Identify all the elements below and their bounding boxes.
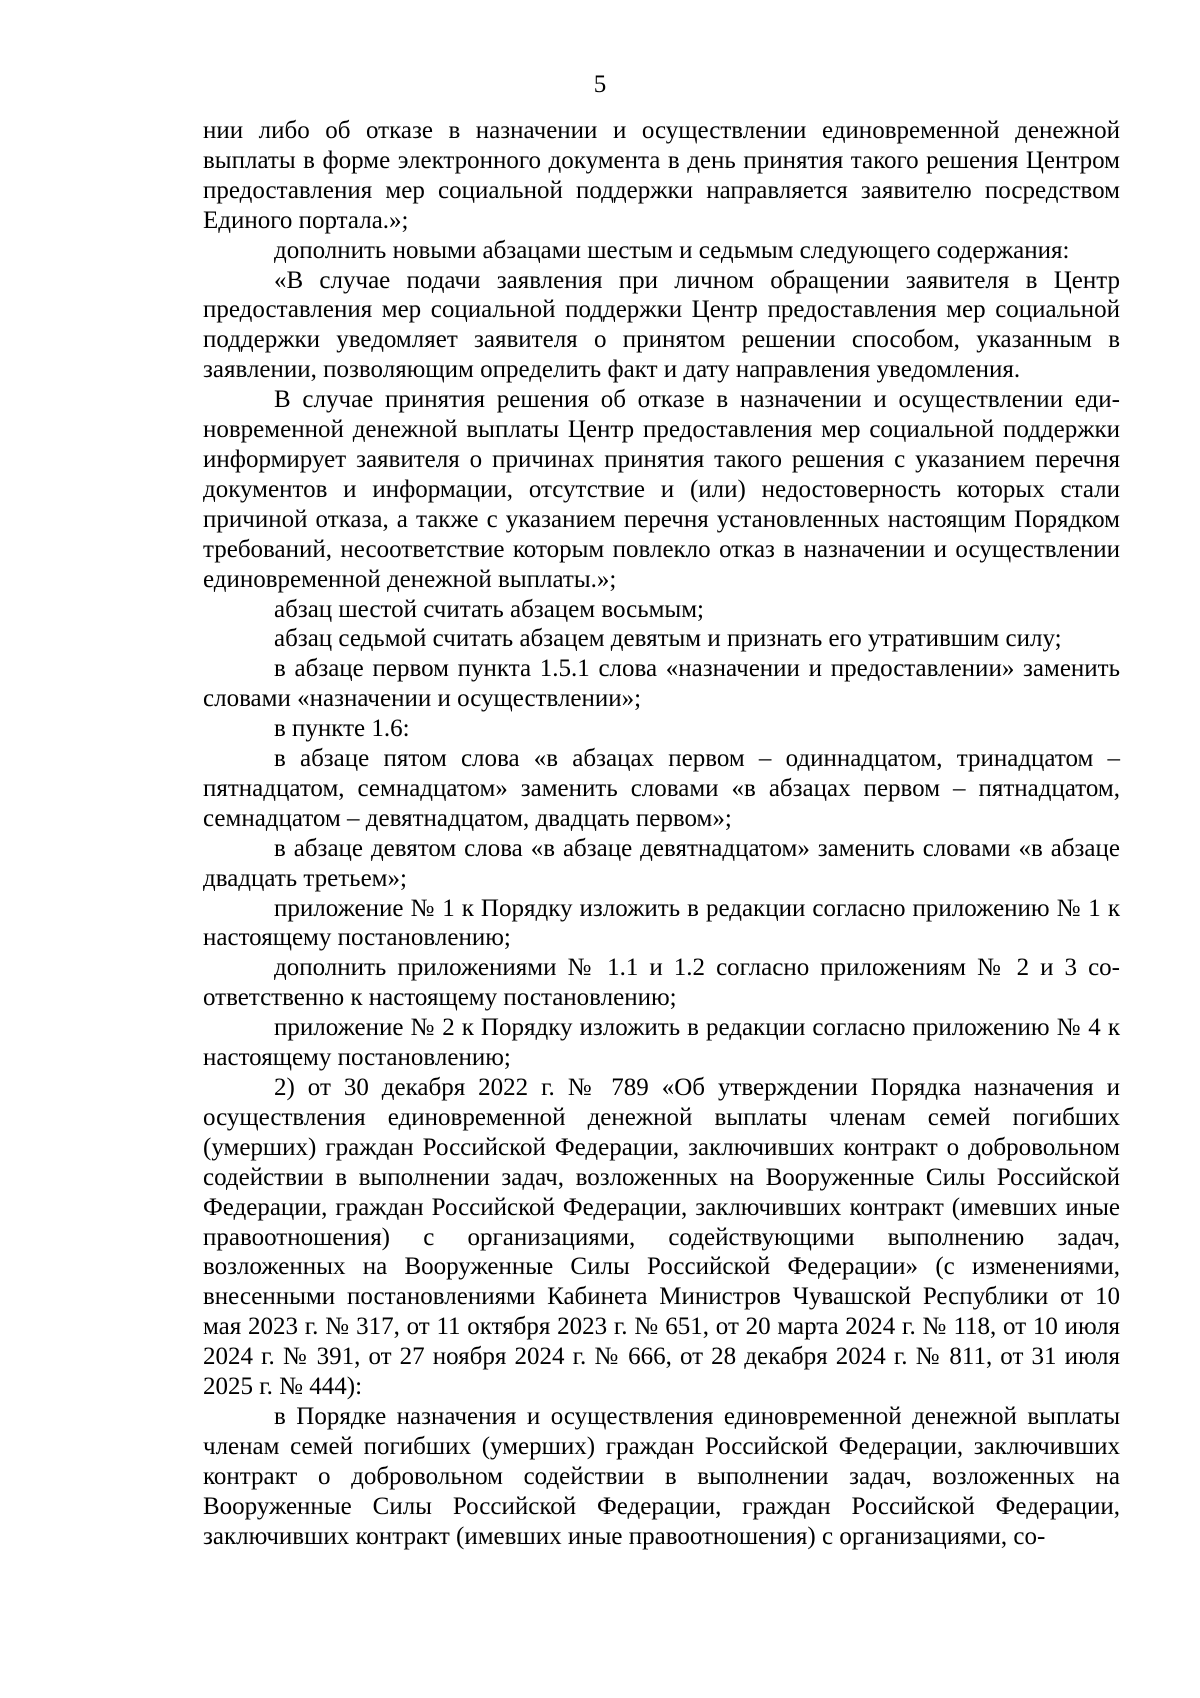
paragraph: в абзаце пятом слова «в абзацах первом – одиннадцатом, тринадцатом – пятнадцатом, семнадцатом» заменить словами «в абзацах первом – пятнадцатом, семнадцатом – девятнадцатом, двадцать первом»; — [203, 745, 1120, 832]
paragraph: В случае принятия решения об отказе в назначении и осуществлении единовременной денежной выплаты Центр предоставления мер социальной поддержки информирует заявителя о причинах принятия такого решения с указанием перечня документов и информации, отсутствие и (или) недостоверность которых стали причиной отказа, а также с указанием перечня установленных настоящим Порядком требований, несоответствие которым повлекло отказ в назначении и осуществлении единовременной денежной выплаты.»; — [203, 386, 1120, 593]
page-number: 5 — [593, 71, 607, 98]
paragraph: 2) от 30 декабря 2022 г. № 789 «Об утверждении Порядка назначения и осуществления единовременной денежной выплаты членам семей погибших (умерших) граждан Российской Федерации, заключивших контракт о добровольном содействии в выполнении задач, возложенных на Вооруженные Силы Российской Федерации, граждан Российской Федерации, заключивших контракт (имевших иные правоотношения) с организациями, содействующими выполнению задач, возложенных на Вооруженные Силы Российской Федерации» (с изменениями, внесенными постановлениями Кабинета Министров Чувашской Республики от 10 мая 2023 г. № 317, от 11 октября 2023 г. № 651, от 20 марта 2024 г. № 118, от 10 июля 2024 г. № 391, от 27 ноября 2024 г. № 666, от 28 декабря 2024 г. № 811, от 31 июля 2025 г. № 444): — [203, 1074, 1120, 1401]
paragraph: в пункте 1.6: — [274, 715, 410, 743]
paragraph: «В случае подачи заявления при личном обращении заявителя в Центр предоставления мер социальной поддержки Центр предоставления мер социальной поддержки уведомляет заявителя о принятом решении способом, указанным в заявлении, позволяющим определить факт и дату направления уведомления. — [203, 266, 1120, 384]
paragraph: нии либо об отказе в назначении и осуществлении единовременной денежной выплаты в форме электронного документа в день принятия такого решения Центром предоставления мер социальной поддержки направляется заявителю посредством Единого портала.»; — [203, 117, 1120, 234]
paragraph: абзац седьмой считать абзацем девятым и признать его утратившим силу; — [274, 625, 1062, 653]
paragraph: в Порядке назначения и осуществления единовременной денежной выплаты членам семей погибших (умерших) граждан Российской Федерации, заключивших контракт о добровольном содействии в выполнении задач, возложенных на Вооруженные Силы Российской Федерации, граждан Российской Федерации, заключивших контракт (имевших иные правоотношения) с организациями, со- — [203, 1402, 1120, 1550]
document-body — [203, 116, 1120, 1552]
paragraph: в абзаце девятом слова «в абзаце девятнадцатом» заменить словами «в абзаце двадцать третьем»; — [203, 834, 1120, 892]
paragraph: дополнить приложениями № 1.1 и 1.2 согласно приложениям № 2 и 3 соответственно к настоящему постановлению; — [203, 954, 1120, 1012]
paragraph: дополнить новыми абзацами шестым и седьмым следующего содержания: — [274, 236, 1070, 264]
paragraph: приложение № 1 к Порядку изложить в редакции согласно приложению № 1 к настоящему постановлению; — [203, 894, 1120, 952]
paragraph: в абзаце первом пункта 1.5.1 слова «назначении и предоставлении» заменить словами «назначении и осуществлении»; — [203, 655, 1120, 713]
paragraph: приложение № 2 к Порядку изложить в редакции согласно приложению № 4 к настоящему постановлению; — [203, 1014, 1120, 1072]
paragraph: абзац шестой считать абзацем восьмым; — [274, 595, 704, 623]
